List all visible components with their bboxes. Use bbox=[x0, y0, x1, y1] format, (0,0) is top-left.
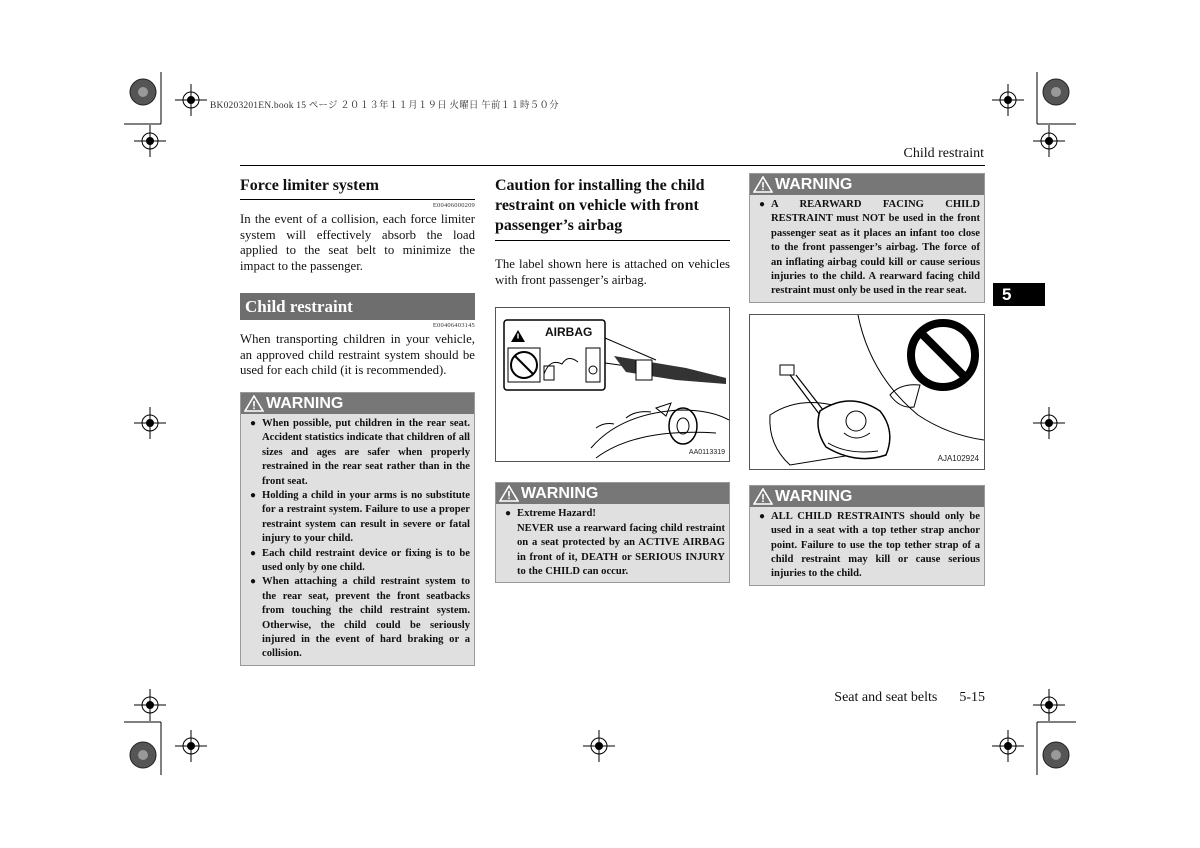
warning-bullet: ● When possible, put children in the rear seat. Accident statistics indicate that children of all sizes and ages are safer when properly restrained in the rear seat rather than in the front seat. bbox=[250, 417, 470, 489]
heading-rule bbox=[495, 240, 730, 241]
chapter-tab: 5 bbox=[993, 283, 1045, 306]
bullet-icon: ● bbox=[759, 510, 766, 522]
airbag-label-text: AIRBAG bbox=[545, 325, 593, 340]
rear-facing-seat-illustration bbox=[750, 315, 984, 469]
warning-box bbox=[749, 485, 985, 586]
running-head: Child restraint bbox=[903, 146, 984, 161]
warning-triangle-icon bbox=[499, 485, 519, 502]
warning-header bbox=[750, 486, 984, 507]
warning-title: WARNING bbox=[775, 176, 853, 193]
warning-bullet: ● ALL CHILD RESTRAINTS should only be used in a seat with a top tether strap anchor point. Failure to use the top tether strap of a child restraint may kill or cause serious injuries to the child. bbox=[759, 510, 980, 582]
page-number: 5-15 bbox=[959, 690, 985, 705]
heading-rule bbox=[240, 199, 475, 200]
warning-title: WARNING bbox=[266, 394, 344, 412]
warning-bullet: ● When attaching a child restraint system to the rear seat, prevent the front seatbacks from touching the child restraint system. Otherwise, the child could be seriously injured in the event of hard braking or a collision. bbox=[250, 575, 470, 661]
figure-code: AJA102924 bbox=[937, 453, 979, 463]
header-rule bbox=[240, 165, 985, 166]
print-header: BK0203201EN.book 15 ページ ２０１３年１１月１９日 火曜日 午前１１時５０分 bbox=[210, 101, 559, 111]
warning-box bbox=[240, 392, 475, 666]
warning-title: WARNING bbox=[775, 487, 853, 505]
bullet-icon: ● bbox=[505, 508, 512, 520]
warning-header bbox=[496, 483, 729, 504]
warning-title: WARNING bbox=[521, 485, 599, 503]
warning-box bbox=[495, 482, 730, 583]
rear-facing-seat-figure bbox=[749, 314, 985, 470]
section-code: E00406403145 bbox=[432, 321, 475, 329]
child-restraint-text: When transporting children in your vehicle, an approved child restraint system should be used for each child (it is recommended). bbox=[240, 331, 475, 378]
page-footer bbox=[780, 690, 985, 706]
section-code: E00406000209 bbox=[432, 202, 475, 209]
figure-code: AA0113319 bbox=[688, 449, 725, 457]
warning-body bbox=[750, 507, 984, 585]
warning-bullet: ● A REARWARD FACING CHILD RESTRAINT must NOT be used in the front passenger seat as it places an infant too close to the front passenger’s airbag. The force of an inflating airbag could kill or cause serious injuries to the child. A rearward facing child restraint must only be used in the rear seat. bbox=[759, 198, 980, 299]
column-3 bbox=[749, 173, 985, 586]
warning-header bbox=[750, 174, 984, 195]
airbag-caution-heading: Caution for installing the child restraint on vehicle with front passenger’s airbag bbox=[495, 177, 705, 234]
force-limiter-text: In the event of a collision, each force limiter system will effectively absorb the load applied to the seat belt to minimize the impact to the passenger. bbox=[240, 212, 475, 274]
warning-body bbox=[750, 195, 984, 302]
warning-body bbox=[241, 414, 474, 665]
warning-bullet: ● Each child restraint device or fixing is to be used only by one child. bbox=[250, 547, 470, 576]
warning-box bbox=[749, 173, 985, 303]
force-limiter-heading: Force limiter system bbox=[240, 177, 379, 194]
bullet-icon: ● bbox=[250, 547, 257, 559]
airbag-caution-text: The label shown here is attached on vehicles with front passenger’s airbag. bbox=[495, 257, 730, 287]
warning-bullet: ● Extreme Hazard! bbox=[505, 507, 725, 521]
airbag-label-illustration bbox=[496, 308, 729, 461]
footer-section: Seat and seat belts bbox=[834, 690, 938, 705]
bullet-icon: ● bbox=[250, 576, 257, 588]
warning-triangle-icon bbox=[244, 395, 264, 412]
bullet-icon: ● bbox=[759, 199, 766, 210]
warning-body bbox=[496, 504, 729, 582]
airbag-label-figure bbox=[495, 307, 730, 462]
column-2 bbox=[495, 176, 730, 583]
bullet-icon: ● bbox=[250, 489, 257, 501]
warning-bullet: ● Holding a child in your arms is no substitute for a restraint system. Failure to use a proper restraint system can result in severe or fatal injury to your child. bbox=[250, 489, 470, 547]
warning-header bbox=[241, 393, 474, 414]
column-1 bbox=[240, 176, 475, 666]
warning-text: NEVER use a rearward facing child restraint on a seat protected by an ACTIVE AIRBAG in front of it, DEATH or SERIOUS INJURY to the CHILD can occur. bbox=[517, 522, 725, 578]
bullet-icon: ● bbox=[250, 417, 257, 429]
child-restraint-heading: Child restraint bbox=[240, 293, 475, 320]
warning-triangle-icon bbox=[753, 488, 773, 505]
warning-triangle-icon bbox=[753, 176, 773, 193]
